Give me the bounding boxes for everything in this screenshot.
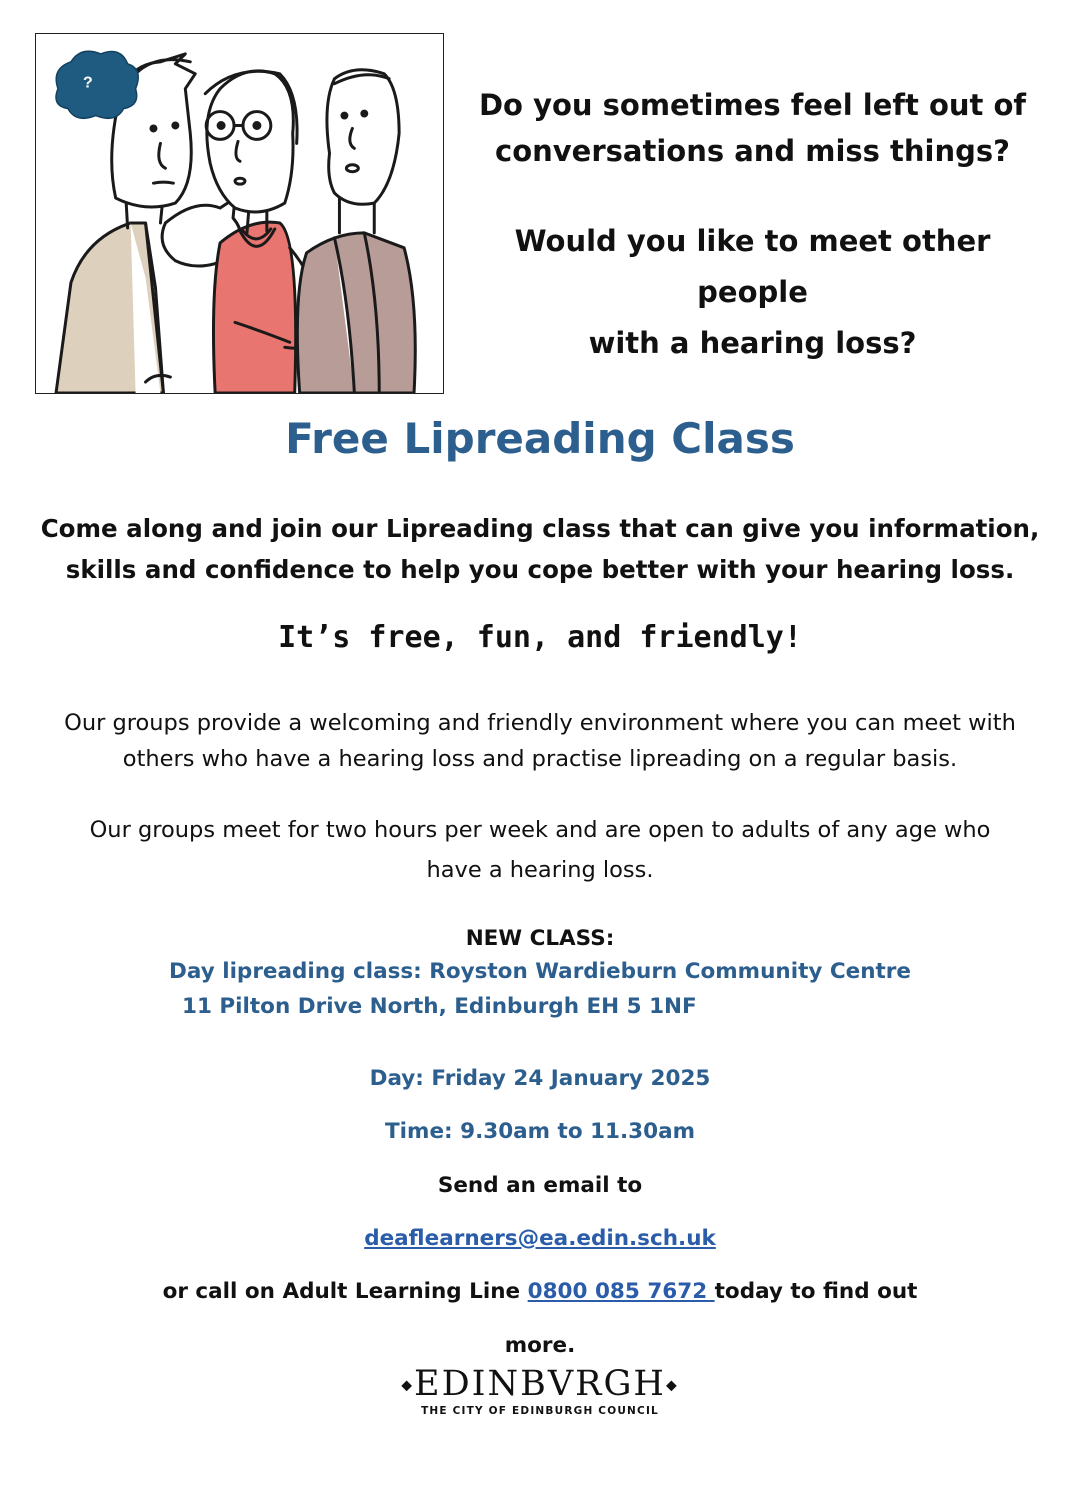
intro-line: skills and confidence to help you cope better with your hearing loss. <box>65 555 1015 584</box>
paragraph-line: others who have a hearing loss and practise lipreading on a regular basis. <box>122 746 958 772</box>
class-day: Day: Friday 24 January 2025 <box>369 1066 711 1091</box>
call-suffix: today to find out <box>714 1279 918 1304</box>
page-title: Free Lipreading Class <box>285 414 795 463</box>
diamond-icon: ◆ <box>665 1377 679 1394</box>
paragraph-line: have a hearing loss. <box>426 857 654 883</box>
class-time: Time: 9.30am to 11.30am <box>385 1119 695 1144</box>
call-line <box>0 1279 1080 1304</box>
paragraph-line: Our groups meet for two hours per week and are open to adults of any age who <box>89 817 991 843</box>
call-prefix: or call on Adult Learning Line <box>162 1279 528 1304</box>
question-left-out <box>470 82 1035 174</box>
tagline: It’s free, fun, and friendly! <box>278 620 802 655</box>
phone-link[interactable]: 0800 085 7672 <box>527 1279 715 1304</box>
edinburgh-council-logo <box>380 1362 700 1462</box>
diamond-icon: ◆ <box>401 1377 415 1394</box>
send-email-text: Send an email to <box>437 1173 643 1198</box>
logo-wordmark-text: EDINBVRGH <box>414 1364 666 1404</box>
three-people-illustration <box>36 34 443 393</box>
logo-wordmark <box>380 1362 700 1408</box>
email-link[interactable]: deaflearners@ea.edin.sch.uk <box>364 1226 716 1251</box>
new-class-heading: NEW CLASS: <box>465 926 615 951</box>
class-address: 11 Pilton Drive North, Edinburgh EH 5 1NF <box>182 994 697 1019</box>
email-line <box>0 1226 1080 1251</box>
paragraph-environment <box>20 705 1060 777</box>
paragraph-schedule <box>40 810 1040 890</box>
logo-subtitle: THE CITY OF EDINBURGH COUNCIL <box>421 1405 659 1417</box>
intro-text <box>30 508 1050 590</box>
paragraph-line: Our groups provide a welcoming and friendly environment where you can meet with <box>64 710 1016 736</box>
class-venue: Day lipreading class: Royston Wardieburn Community Centre <box>169 959 911 984</box>
question-bubble-icon <box>56 51 138 118</box>
question-line: conversations and miss things? <box>495 134 1010 168</box>
question-line: Do you sometimes feel left out of <box>478 88 1027 122</box>
bubble-question-mark: ? <box>82 74 93 92</box>
intro-line: Come along and join our Lipreading class that can give you information, <box>40 514 1040 543</box>
question-line: with a hearing loss? <box>588 326 917 360</box>
question-line: Would you like to meet other people <box>514 224 991 309</box>
illustration-frame <box>35 33 444 394</box>
question-meet-others <box>470 216 1035 369</box>
more-text: more. <box>504 1333 576 1358</box>
